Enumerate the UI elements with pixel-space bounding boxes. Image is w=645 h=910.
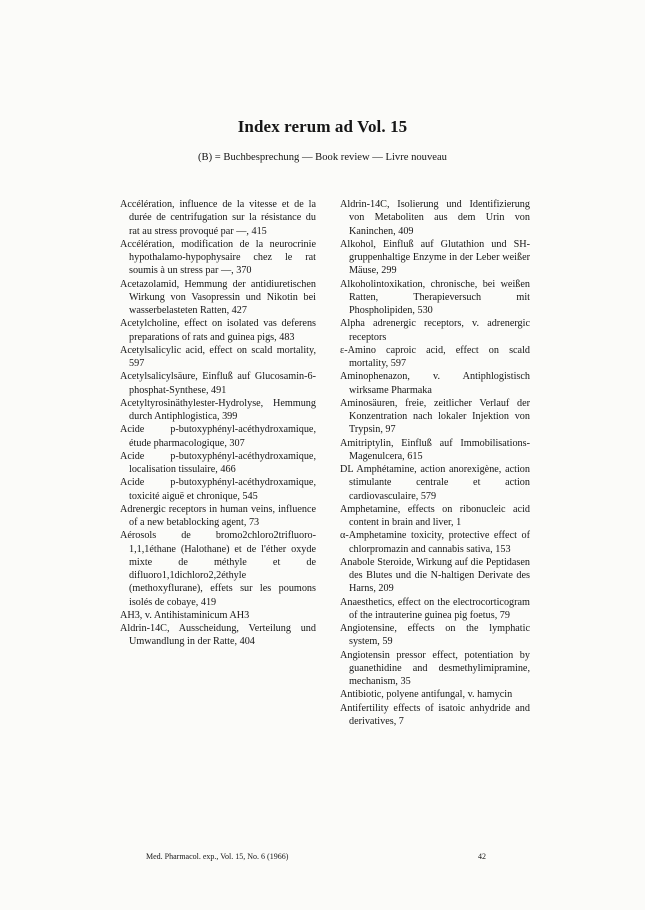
index-entry: Acide p-butoxyphényl-acéthydroxamique, toxicité aiguë et chronique, 545: [120, 477, 316, 502]
index-entry: Angiotensin pressor effect, potentiation by guanethidine and desmethylimipramine, mechanism, 35: [340, 649, 530, 687]
index-entry: Acetylcholine, effect on isolated vas deferens preparations of rats and guinea pigs, 483: [120, 318, 316, 343]
index-entry: AH3, v. Antihistaminicum AH3: [120, 609, 250, 621]
index-entry: Angiotensine, effects on the lymphatic system, 59: [340, 623, 530, 648]
index-entry: Acetylsalicylic acid, effect on scald mortality, 597: [120, 344, 316, 369]
index-entry: Amitriptylin, Einfluß auf Immobilisations-Magenulcera, 615: [340, 437, 530, 462]
index-entry: Aldrin-14C, Isolierung und Identifizierung von Metaboliten aus dem Urin von Kaninchen, 409: [340, 199, 530, 237]
index-entry: Antibiotic, polyene antifungal, v. hamycin: [340, 689, 513, 701]
index-entry: Amphetamine, effects on ribonucleic acid content in brain and liver, 1: [340, 503, 530, 528]
index-entry: Acetyltyrosinäthylester-Hydrolyse, Hemmung durch Antiphlogistica, 399: [120, 397, 316, 422]
index-entry: Accélération, modification de la neurocrinie hypothalamo-hypophysaire chez le rat soumis à un stress par —, 370: [120, 238, 316, 277]
page-title: Index rerum ad Vol. 15: [237, 117, 408, 136]
index-entry: Alkoholintoxikation, chronische, bei weißen Ratten, Therapieversuch mit Phospholipiden, 530: [340, 278, 530, 316]
index-entry: Aminosäuren, freie, zeitlicher Verlauf der Konzentration nach lokaler Injektion von Trypsin, 97: [340, 397, 530, 436]
index-entry: Accélération, influence de la vitesse et de la durée de centrifugation sur la résistance du rat au stress provoqué par —, 415: [120, 199, 316, 237]
index-entry: α-Amphetamine toxicity, protective effect of chlorpromazin and cannabis sativa, 153: [340, 530, 530, 555]
index-entry: Acetylsalicylsäure, Einfluß auf Glucosamin-6-phosphat-Synthese, 491: [120, 371, 316, 396]
index-entry: Anaesthetics, effect on the electrocorticogram of the intrauterine guinea pig foetus, 79: [340, 596, 530, 621]
index-entry: Anabole Steroide, Wirkung auf die Peptidasen des Blutes und die N-haltigen Derivate des Harns, 209: [340, 556, 530, 595]
index-entry: Aminophenazon, v. Antiphlogistisch wirksame Pharmaka: [340, 371, 530, 396]
index-column-left: [120, 198, 316, 649]
index-entry: Acetazolamid, Hemmung der antidiuretischen Wirkung von Vasopressin und Nikotin bei wasserbelasteten Ratten, 427: [120, 278, 316, 316]
index-entry: Adrenergic receptors in human veins, influence of a new betablocking agent, 73: [120, 503, 316, 528]
index-entry: Aérosols de bromo2chloro2trifluoro-1,1,1éthane (Halothane) et de l'éther oxyde mixte de méthyle et de difluoro1,1dichloro2,2éthyle (methoxyflurane), effets sur les poumons isolés de cobaye, 419: [120, 530, 316, 608]
index-entry: Alpha adrenergic receptors, v. adrenergic receptors: [340, 318, 530, 343]
index-entry: ε-Amino caproic acid, effect on scald mortality, 597: [340, 344, 530, 369]
index-column-right: [340, 198, 530, 728]
index-entry: Acide p-butoxyphényl-acéthydroxamique, localisation tissulaire, 466: [120, 450, 316, 475]
index-entry: Antifertility effects of isatoic anhydride and derivatives, 7: [340, 702, 530, 727]
index-entry: Aldrin-14C, Ausscheidung, Verteilung und Umwandlung in der Ratte, 404: [120, 623, 316, 648]
page-subtitle: (B) = Buchbesprechung — Book review — Livre nouveau: [198, 152, 447, 163]
index-entry: Acide p-butoxyphényl-acéthydroxamique, étude pharmacologique, 307: [120, 424, 316, 449]
index-entry: Alkohol, Einfluß auf Glutathion und SH-gruppenhaltige Enzyme in der Leber weißer Mäuse, 299: [340, 238, 530, 277]
journal-citation: Med. Pharmacol. exp., Vol. 15, No. 6 (1966): [146, 852, 289, 861]
index-entry: DL Amphétamine, action anorexigène, action stimulante centrale et action cardiovasculaire, 579: [340, 464, 530, 502]
page-number: 42: [478, 852, 486, 861]
